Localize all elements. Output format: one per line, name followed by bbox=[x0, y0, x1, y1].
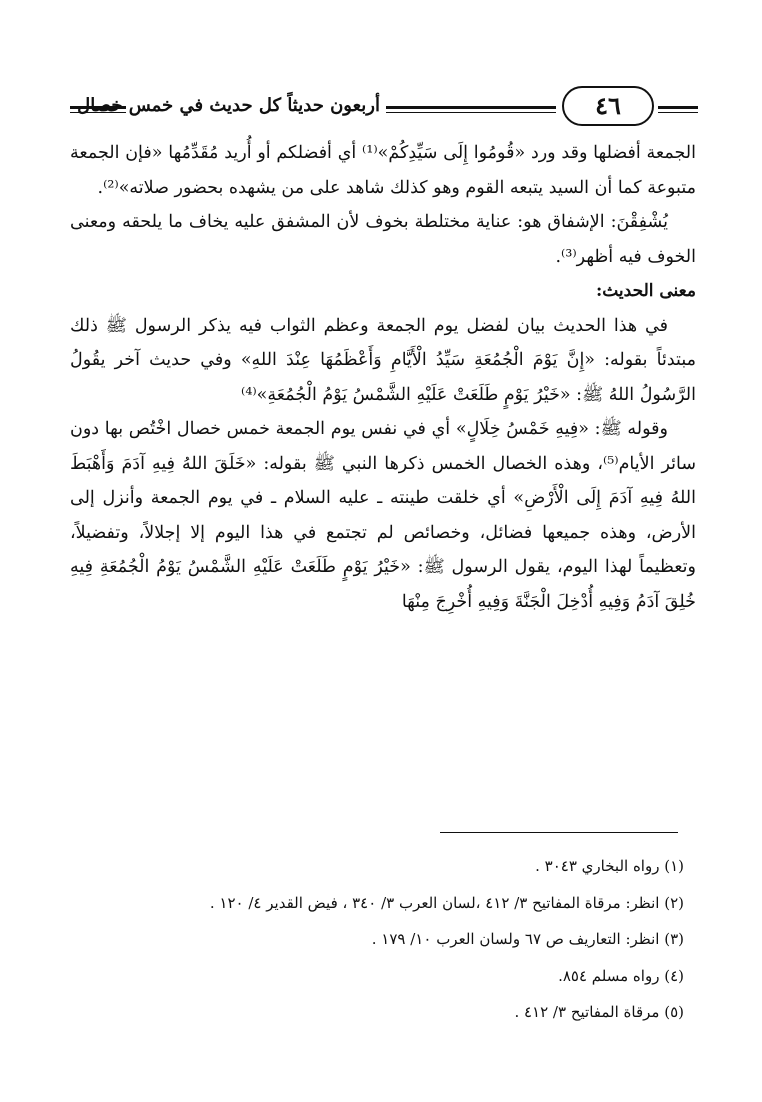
header-rule-right bbox=[658, 106, 698, 109]
page-number: ٤٦ bbox=[562, 86, 654, 126]
running-title: أربعون حديثاً كل حديث في خمس خصال bbox=[77, 95, 380, 116]
header-rule-middle bbox=[386, 106, 556, 109]
paragraph-2-definition: يُشْفِقْنَ: الإشفاق هو: عناية مختلطة بخوف لأن المشفق عليه يخاف ما يلحقه ومعنى الخوف فيه أظهر⁽³⁾. bbox=[70, 212, 696, 267]
footnote-1: (١) رواه البخاري ٣٠٤٣ . bbox=[535, 857, 684, 875]
footnote-4: (٤) رواه مسلم ٨٥٤. bbox=[558, 966, 684, 985]
footnote-3: (٣) انظر: التعاريف ص ٦٧ ولسان العرب ١٠/ ١٧٩ . bbox=[371, 930, 684, 948]
footnote-2: (٢) انظر: مرقاة المفاتيح ٣/ ٤١٢ ،لسان العرب ٣/ ٣٤٠ ، فيض القدير ٤/ ١٢٠ . bbox=[209, 893, 684, 912]
paragraph-1: الجمعة أفضلها وقد ورد «قُومُوا إِلَى سَيِّدِكُمْ»⁽¹⁾ أي أفضلكم أو أُريد مُقَدِّمُها «فإن الجمعة متبوعة كما أن السيد يتبعه القوم وهو كذلك شاهد على من يشهده بحضور صلاته»⁽²⁾. bbox=[70, 143, 696, 198]
footnote-5: (٥) مرقاة المفاتيح ٣/ ٤١٢ . bbox=[514, 1003, 684, 1021]
section-heading: معنى الحديث: bbox=[595, 281, 696, 301]
main-text bbox=[70, 136, 696, 619]
footnotes bbox=[70, 848, 684, 1031]
paragraph-4: وقوله ﷺ: «فِيهِ خَمْسُ خِلَالٍ» أي في نفس يوم الجمعة خمس خصال اخْتُص بها دون سائر الأيام⁽⁵⁾، وهذه الخصال الخمس ذكرها النبي ﷺ بقوله: «خَلَقَ اللهُ فِيهِ آدَمَ وَأَهْبَطَ اللهُ فِيهِ آدَمَ إِلَى الْأَرْضِ» أي خلقت طينته ـ عليه السلام ـ في يوم الجمعة وأنزل إلى الأرض، وهذه جميعها فضائل، وخصائص لم تجتمع في هذا اليوم إلا إجلالاً، وتفضيلاً، وتعظيماً لهذا اليوم، يقول الرسول ﷺ: «خَيْرُ يَوْمٍ طَلَعَتْ عَلَيْهِ الشَّمْسُ يَوْمُ الْجُمُعَةِ فِيهِ خُلِقَ آدَمُ وَفِيهِ أُدْخِلَ الْجَنَّةَ وَفِيهِ أُخْرِجَ مِنْهَا bbox=[70, 419, 696, 612]
footnote-separator bbox=[440, 832, 678, 833]
paragraph-3: في هذا الحديث بيان لفضل يوم الجمعة وعظم الثواب فيه يذكر الرسول ﷺ ذلك مبتدئاً بقوله: «إِنَّ يَوْمَ الْجُمُعَةِ سَيِّدُ الْأَيَّامِ وَأَعْظَمُهَا عِنْدَ اللهِ» وفي حديث آخر يقُولُ الرَّسُولُ اللهُ ﷺ: «خَيْرُ يَوْمٍ طَلَعَتْ عَلَيْهِ الشَّمْسُ يَوْمُ الْجُمُعَةِ»⁽⁴⁾ bbox=[70, 315, 696, 405]
running-header bbox=[68, 82, 700, 132]
